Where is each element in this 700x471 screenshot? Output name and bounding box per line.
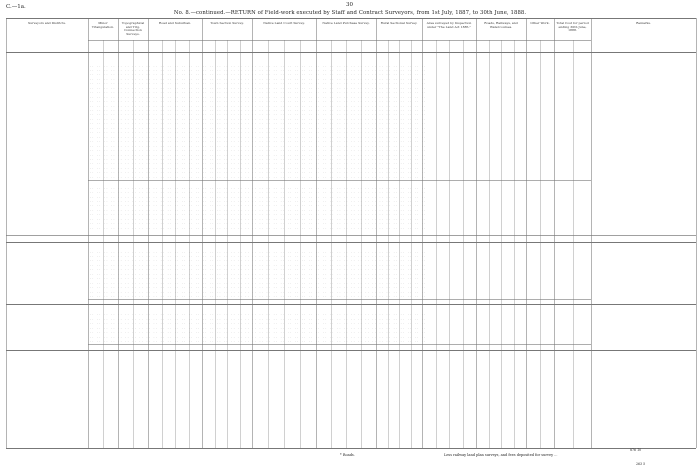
column-header-native: Native Land Court Survey. xyxy=(263,21,305,25)
row-leader-dots: .. .. .. .. .. .. .. .. .. .. .. .. .. .. .. .. .. .. .. .. .. .. .. .. .. .. .. .. .. .. .. .. .. .. .. .. .. .. .. .. .. .. .. .. .. .. .. .. xyxy=(90,82,427,86)
column-header-rural: Rural Sectional Survey. xyxy=(380,21,418,25)
column-header-road: Road and Suburban. xyxy=(158,21,192,25)
row-leader-dots: .. .. .. .. .. .. .. .. .. .. .. .. .. .. .. .. .. .. .. .. .. .. .. .. .. .. .. .. .. .. .. .. .. .. .. .. .. .. .. .. .. .. .. .. .. .. .. .. xyxy=(90,144,427,148)
row-leader-dots: .. .. .. .. .. .. .. .. .. .. .. .. .. .. .. .. .. .. .. .. .. .. .. .. .. .. .. .. .. .. .. .. .. .. .. .. .. .. .. .. .. .. .. .. .. .. .. .. xyxy=(90,126,427,130)
row-leader-dots: .. .. .. .. .. .. .. .. .. .. .. .. .. .. .. .. .. .. .. .. .. .. .. .. .. .. .. .. .. .. .. .. .. .. .. .. .. .. .. .. .. .. .. .. .. .. .. .. xyxy=(90,117,427,121)
row-leader-dots: .. .. .. .. .. .. .. .. .. .. .. .. .. .. .. .. .. .. .. .. .. .. .. .. .. .. .. .. .. .. .. .. .. .. .. .. .. .. .. .. .. .. .. .. .. .. .. .. xyxy=(90,122,427,126)
footnote-roads: * Roads. xyxy=(340,453,355,457)
row-leader-dots: .. .. .. .. .. .. .. .. .. .. .. .. .. .. .. .. .. .. .. .. .. .. .. .. .. .. .. .. .. .. .. .. .. .. .. .. .. .. .. .. .. .. .. .. .. .. .. .. xyxy=(90,73,427,77)
column-header-nativepurch: Native Land Purchase Survey. xyxy=(322,21,370,25)
row-leader-dots: .. .. .. .. .. .. .. .. .. .. .. .. .. .. .. .. .. .. .. .. .. .. .. .. .. .. .. .. .. .. .. .. .. .. .. .. .. .. .. .. .. .. .. .. .. .. .. .. xyxy=(90,340,427,344)
column-header-roads: Roads, Railways, and Watercourses. xyxy=(484,21,518,29)
row-leader-dots: .. .. .. .. .. .. .. .. .. .. .. .. .. .. .. .. .. .. .. .. .. .. .. .. .. .. .. .. .. .. .. .. .. .. .. .. .. .. .. .. .. .. .. .. .. .. .. .. xyxy=(90,326,427,330)
table-header-rule xyxy=(6,52,696,53)
row-leader-dots: .. .. .. .. .. .. .. .. .. .. .. .. .. .. .. .. .. .. .. .. .. .. .. .. .. .. .. .. .. .. .. .. .. .. .. .. .. .. .. .. .. .. .. .. .. .. .. .. xyxy=(90,200,427,203)
column-rule xyxy=(6,18,7,448)
return-table xyxy=(6,18,696,458)
row-leader-dots: .. .. .. .. .. .. .. .. .. .. .. .. .. .. .. .. .. .. .. .. .. .. .. .. .. .. .. .. .. .. .. .. .. .. .. .. .. .. .. .. .. .. .. .. .. .. .. .. xyxy=(90,166,427,170)
column-rule xyxy=(591,18,592,448)
row-leader-dots: .. .. .. .. .. .. .. .. .. .. .. .. .. .. .. .. .. .. .. .. .. .. .. .. .. .. .. .. .. .. .. .. .. .. .. .. .. .. .. .. .. .. .. .. .. .. .. .. xyxy=(90,86,427,90)
row-leader-dots: .. .. .. .. .. .. .. .. .. .. .. .. .. .. .. .. .. .. .. .. .. .. .. .. .. .. .. .. .. .. .. .. .. .. .. .. .. .. .. .. .. .. .. .. .. .. .. .. xyxy=(90,322,427,326)
row-leader-dots: .. .. .. .. .. .. .. .. .. .. .. .. .. .. .. .. .. .. .. .. .. .. .. .. .. .. .. .. .. .. .. .. .. .. .. .. .. .. .. .. .. .. .. .. .. .. .. .. xyxy=(90,213,427,217)
row-leader-dots: .. .. .. .. .. .. .. .. .. .. .. .. .. .. .. .. .. .. .. .. .. .. .. .. .. .. .. .. .. .. .. .. .. .. .. .. .. .. .. .. .. .. .. .. .. .. .. .. xyxy=(90,149,427,153)
row-leader-dots: .. .. .. .. .. .. .. .. .. .. .. .. .. .. .. .. .. .. .. .. .. .. .. .. .. .. .. .. .. .. .. .. .. .. .. .. .. .. .. .. .. .. .. .. .. .. .. .. xyxy=(90,162,427,166)
row-leader-dots: .. .. .. .. .. .. .. .. .. .. .. .. .. .. .. .. .. .. .. .. .. .. .. .. .. .. .. .. .. .. .. .. .. .. .. .. .. .. .. .. .. .. .. .. .. .. .. .. xyxy=(90,135,427,139)
row-leader-dots: .. .. .. .. .. .. .. .. .. .. .. .. .. .. .. .. .. .. .. .. .. .. .. .. .. .. .. .. .. .. .. .. .. .. .. .. .. .. .. .. .. .. .. .. .. .. .. .. xyxy=(90,109,427,112)
column-header-areas: Area surveyed by Inspection under "The Land Act 1885." xyxy=(426,21,472,29)
row-leader-dots: .. .. .. .. .. .. .. .. .. .. .. .. .. .. .. .. .. .. .. .. .. .. .. .. .. .. .. .. .. .. .. .. .. .. .. .. .. .. .. .. .. .. .. .. .. .. .. .. xyxy=(90,113,427,117)
row-leader-dots: .. .. .. .. .. .. .. .. .. .. .. .. .. .. .. .. .. .. .. .. .. .. .. .. .. .. .. .. .. .. .. .. .. .. .. .. .. .. .. .. .. .. .. .. .. .. .. .. xyxy=(90,186,427,190)
row-leader-dots: .. .. .. .. .. .. .. .. .. .. .. .. .. .. .. .. .. .. .. .. .. .. .. .. .. .. .. .. .. .. .. .. .. .. .. .. .. .. .. .. .. .. .. .. .. .. .. .. xyxy=(90,290,427,294)
column-header-other: Other Work. xyxy=(530,21,550,25)
row-leader-dots: .. .. .. .. .. .. .. .. .. .. .. .. .. .. .. .. .. .. .. .. .. .. .. .. .. .. .. .. .. .. .. .. .. .. .. .. .. .. .. .. .. .. .. .. .. .. .. .. xyxy=(90,208,427,212)
row-leader-dots: .. .. .. .. .. .. .. .. .. .. .. .. .. .. .. .. .. .. .. .. .. .. .. .. .. .. .. .. .. .. .. .. .. .. .. .. .. .. .. .. .. .. .. .. .. .. .. .. xyxy=(90,95,427,99)
row-leader-dots: .. .. .. .. .. .. .. .. .. .. .. .. .. .. .. .. .. .. .. .. .. .. .. .. .. .. .. .. .. .. .. .. .. .. .. .. .. .. .. .. .. .. .. .. .. .. .. .. xyxy=(90,171,427,175)
row-leader-dots: .. .. .. .. .. .. .. .. .. .. .. .. .. .. .. .. .. .. .. .. .. .. .. .. .. .. .. .. .. .. .. .. .. .. .. .. .. .. .. .. .. .. .. .. .. .. .. .. xyxy=(90,286,427,290)
row-leader-dots: .. .. .. .. .. .. .. .. .. .. .. .. .. .. .. .. .. .. .. .. .. .. .. .. .. .. .. .. .. .. .. .. .. .. .. .. .. .. .. .. .. .. .. .. .. .. .. .. xyxy=(90,104,427,108)
row-leader-dots: .. .. .. .. .. .. .. .. .. .. .. .. .. .. .. .. .. .. .. .. .. .. .. .. .. .. .. .. .. .. .. .. .. .. .. .. .. .. .. .. .. .. .. .. .. .. .. .. xyxy=(90,175,427,179)
row-leader-dots: .. .. .. .. .. .. .. .. .. .. .. .. .. .. .. .. .. .. .. .. .. .. .. .. .. .. .. .. .. .. .. .. .. .. .. .. .. .. .. .. .. .. .. .. .. .. .. .. xyxy=(90,157,427,161)
page-number: 30 xyxy=(346,2,353,8)
grand-total-rule xyxy=(6,235,696,236)
row-leader-dots: .. .. .. .. .. .. .. .. .. .. .. .. .. .. .. .. .. .. .. .. .. .. .. .. .. .. .. .. .. .. .. .. .. .. .. .. .. .. .. .. .. .. .. .. .. .. .. .. xyxy=(90,277,427,281)
row-leader-dots: .. .. .. .. .. .. .. .. .. .. .. .. .. .. .. .. .. .. .. .. .. .. .. .. .. .. .. .. .. .. .. .. .. .. .. .. .. .. .. .. .. .. .. .. .. .. .. .. xyxy=(90,263,427,267)
column-rule xyxy=(696,18,697,448)
section-end-rule xyxy=(6,350,696,351)
column-header-topo: Topographical and Trig. Connection Surveys. xyxy=(121,21,145,36)
row-leader-dots: .. .. .. .. .. .. .. .. .. .. .. .. .. .. .. .. .. .. .. .. .. .. .. .. .. .. .. .. .. .. .. .. .. .. .. .. .. .. .. .. .. .. .. .. .. .. .. .. xyxy=(90,317,427,321)
row-leader-dots: .. .. .. .. .. .. .. .. .. .. .. .. .. .. .. .. .. .. .. .. .. .. .. .. .. .. .. .. .. .. .. .. .. .. .. .. .. .. .. .. .. .. .. .. .. .. .. .. xyxy=(90,131,427,135)
row-leader-dots: .. .. .. .. .. .. .. .. .. .. .. .. .. .. .. .. .. .. .. .. .. .. .. .. .. .. .. .. .. .. .. .. .. .. .. .. .. .. .. .. .. .. .. .. .. .. .. .. xyxy=(90,77,427,81)
column-header-surveyors: Surveyors and Districts. xyxy=(28,21,66,25)
column-header-totalcost: Total Cost for period ending 30th June, 1888. xyxy=(556,21,589,33)
footnote-less: Less railway land plan surveys, and fees deposited for survey ... xyxy=(444,453,558,457)
row-leader-dots: .. .. .. .. .. .. .. .. .. .. .. .. .. .. .. .. .. .. .. .. .. .. .. .. .. .. .. .. .. .. .. .. .. .. .. .. .. .. .. .. .. .. .. .. .. .. .. .. xyxy=(90,222,427,226)
column-rule xyxy=(88,18,89,448)
row-leader-dots: .. .. .. .. .. .. .. .. .. .. .. .. .. .. .. .. .. .. .. .. .. .. .. .. .. .. .. .. .. .. .. .. .. .. .. .. .. .. .. .. .. .. .. .. .. .. .. .. xyxy=(90,255,427,258)
column-header-minor: Minor Triangulation. xyxy=(91,21,115,29)
row-leader-dots: .. .. .. .. .. .. .. .. .. .. .. .. .. .. .. .. .. .. .. .. .. .. .. .. .. .. .. .. .. .. .. .. .. .. .. .. .. .. .. .. .. .. .. .. .. .. .. .. xyxy=(90,195,427,199)
row-leader-dots: .. .. .. .. .. .. .. .. .. .. .. .. .. .. .. .. .. .. .. .. .. .. .. .. .. .. .. .. .. .. .. .. .. .. .. .. .. .. .. .. .. .. .. .. .. .. .. .. xyxy=(90,91,427,95)
document-title: No. 8.—continued.—RETURN of Field-work executed by Staff and Contract Surveyors, from 1st July, 1887, to 30th June, 1888. xyxy=(173,10,527,16)
row-leader-dots: .. .. .. .. .. .. .. .. .. .. .. .. .. .. .. .. .. .. .. .. .. .. .. .. .. .. .. .. .. .. .. .. .. .. .. .. .. .. .. .. .. .. .. .. .. .. .. .. xyxy=(90,281,427,285)
row-leader-dots: .. .. .. .. .. .. .. .. .. .. .. .. .. .. .. .. .. .. .. .. .. .. .. .. .. .. .. .. .. .. .. .. .. .. .. .. .. .. .. .. .. .. .. .. .. .. .. .. xyxy=(90,153,427,157)
row-leader-dots: .. .. .. .. .. .. .. .. .. .. .. .. .. .. .. .. .. .. .. .. .. .. .. .. .. .. .. .. .. .. .. .. .. .. .. .. .. .. .. .. .. .. .. .. .. .. .. .. xyxy=(90,100,427,104)
row-leader-dots: .. .. .. .. .. .. .. .. .. .. .. .. .. .. .. .. .. .. .. .. .. .. .. .. .. .. .. .. .. .. .. .. .. .. .. .. .. .. .. .. .. .. .. .. .. .. .. .. xyxy=(90,259,427,263)
row-leader-dots: .. .. .. .. .. .. .. .. .. .. .. .. .. .. .. .. .. .. .. .. .. .. .. .. .. .. .. .. .. .. .. .. .. .. .. .. .. .. .. .. .. .. .. .. .. .. .. .. xyxy=(90,313,427,317)
column-header-town: Town Section Survey. xyxy=(210,21,244,25)
footer-amount-2: 263 5 xyxy=(636,462,646,466)
row-leader-dots: .. .. .. .. .. .. .. .. .. .. .. .. .. .. .. .. .. .. .. .. .. .. .. .. .. .. .. .. .. .. .. .. .. .. .. .. .. .. .. .. .. .. .. .. .. .. .. .. xyxy=(90,64,427,68)
row-leader-dots: .. .. .. .. .. .. .. .. .. .. .. .. .. .. .. .. .. .. .. .. .. .. .. .. .. .. .. .. .. .. .. .. .. .. .. .. .. .. .. .. .. .. .. .. .. .. .. .. xyxy=(90,217,427,221)
row-leader-dots: .. .. .. .. .. .. .. .. .. .. .. .. .. .. .. .. .. .. .. .. .. .. .. .. .. .. .. .. .. .. .. .. .. .. .. .. .. .. .. .. .. .. .. .. .. .. .. .. xyxy=(90,268,427,272)
row-leader-dots: .. .. .. .. .. .. .. .. .. .. .. .. .. .. .. .. .. .. .. .. .. .. .. .. .. .. .. .. .. .. .. .. .. .. .. .. .. .. .. .. .. .. .. .. .. .. .. .. xyxy=(90,331,427,335)
row-leader-dots: .. .. .. .. .. .. .. .. .. .. .. .. .. .. .. .. .. .. .. .. .. .. .. .. .. .. .. .. .. .. .. .. .. .. .. .. .. .. .. .. .. .. .. .. .. .. .. .. xyxy=(90,204,427,208)
footer-amount-1: 876 10 xyxy=(630,448,642,452)
row-leader-dots: .. .. .. .. .. .. .. .. .. .. .. .. .. .. .. .. .. .. .. .. .. .. .. .. .. .. .. .. .. .. .. .. .. .. .. .. .. .. .. .. .. .. .. .. .. .. .. .. xyxy=(90,295,427,299)
row-leader-dots: .. .. .. .. .. .. .. .. .. .. .. .. .. .. .. .. .. .. .. .. .. .. .. .. .. .. .. .. .. .. .. .. .. .. .. .. .. .. .. .. .. .. .. .. .. .. .. .. xyxy=(90,226,427,230)
row-leader-dots: .. .. .. .. .. .. .. .. .. .. .. .. .. .. .. .. .. .. .. .. .. .. .. .. .. .. .. .. .. .. .. .. .. .. .. .. .. .. .. .. .. .. .. .. .. .. .. .. xyxy=(90,68,427,72)
column-header-remarks: Remarks. xyxy=(636,21,651,25)
row-leader-dots: .. .. .. .. .. .. .. .. .. .. .. .. .. .. .. .. .. .. .. .. .. .. .. .. .. .. .. .. .. .. .. .. .. .. .. .. .. .. .. .. .. .. .. .. .. .. .. .. xyxy=(90,272,427,276)
row-leader-dots: .. .. .. .. .. .. .. .. .. .. .. .. .. .. .. .. .. .. .. .. .. .. .. .. .. .. .. .. .. .. .. .. .. .. .. .. .. .. .. .. .. .. .. .. .. .. .. .. xyxy=(90,140,427,144)
page-reference: C.—1a. xyxy=(6,4,26,10)
row-leader-dots: .. .. .. .. .. .. .. .. .. .. .. .. .. .. .. .. .. .. .. .. .. .. .. .. .. .. .. .. .. .. .. .. .. .. .. .. .. .. .. .. .. .. .. .. .. .. .. .. xyxy=(90,191,427,195)
row-leader-dots: .. .. .. .. .. .. .. .. .. .. .. .. .. .. .. .. .. .. .. .. .. .. .. .. .. .. .. .. .. .. .. .. .. .. .. .. .. .. .. .. .. .. .. .. .. .. .. .. xyxy=(90,250,427,254)
section-end-rule xyxy=(6,242,696,243)
table-top-rule xyxy=(6,18,696,19)
table-bottom-rule xyxy=(6,448,696,449)
row-leader-dots: .. .. .. .. .. .. .. .. .. .. .. .. .. .. .. .. .. .. .. .. .. .. .. .. .. .. .. .. .. .. .. .. .. .. .. .. .. .. .. .. .. .. .. .. .. .. .. .. xyxy=(90,335,427,339)
section-end-rule xyxy=(6,304,696,305)
